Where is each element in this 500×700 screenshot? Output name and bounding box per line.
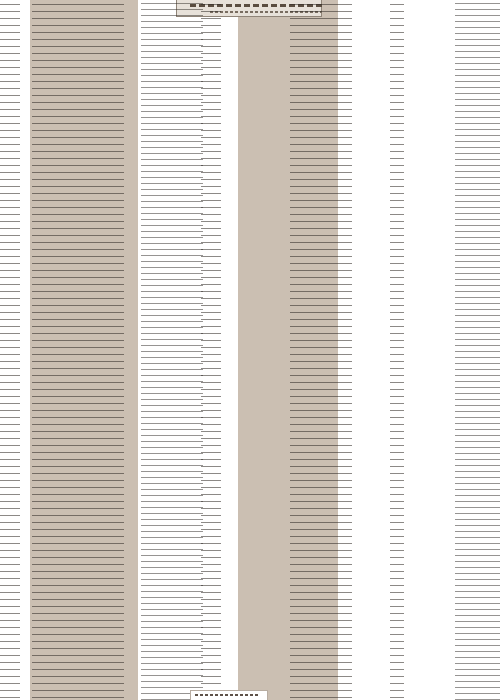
footer-note-text — [195, 694, 259, 696]
text-rows — [32, 0, 124, 700]
column-names — [32, 0, 136, 700]
column-numbers — [290, 0, 336, 700]
column-codes — [141, 0, 189, 700]
column-far-right-values — [455, 0, 500, 700]
footer-note — [190, 690, 268, 700]
text-rows — [201, 0, 221, 700]
text-rows — [390, 0, 404, 700]
text-rows — [141, 0, 203, 700]
column-short-codes — [201, 0, 237, 700]
text-rows — [455, 0, 500, 700]
text-rows — [290, 0, 352, 700]
column-right-values — [390, 0, 446, 700]
column-left-values — [0, 0, 30, 700]
text-rows — [0, 0, 20, 700]
